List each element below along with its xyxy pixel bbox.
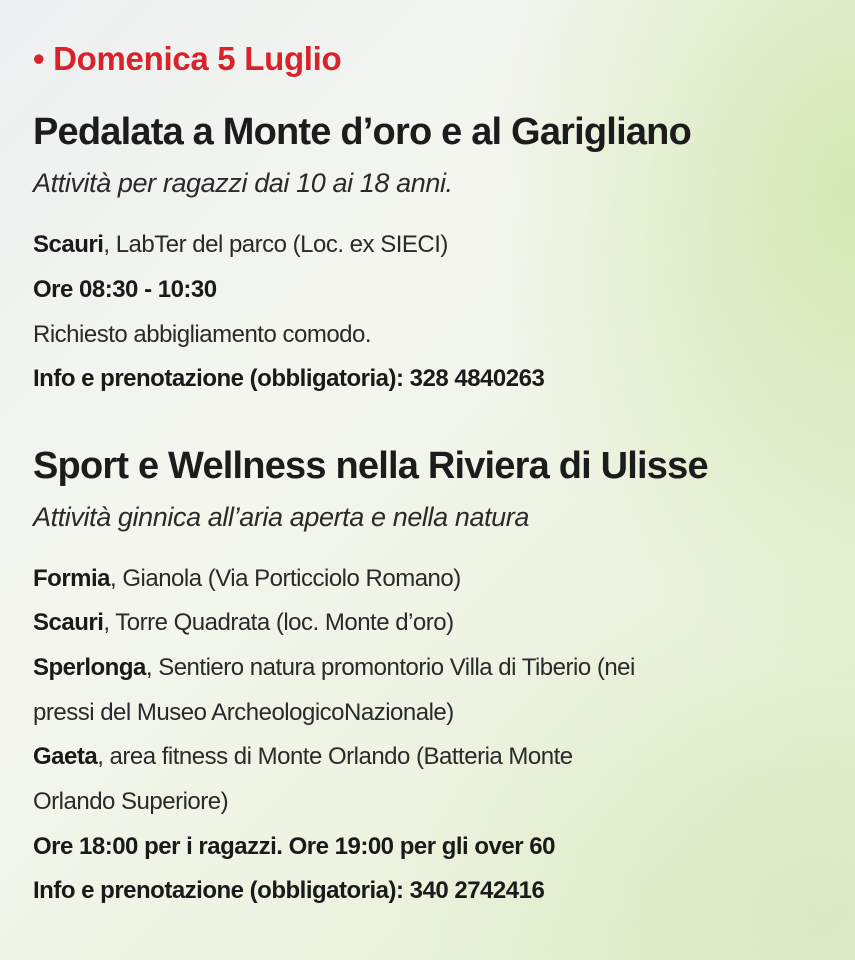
event-2-subtitle: Attività ginnica all’aria aperta e nella natura <box>33 502 530 532</box>
event-1-note: Richiesto abbigliamento comodo. <box>33 321 372 348</box>
event-2-location-4 <box>33 745 573 769</box>
location-place: Gaeta <box>33 743 98 770</box>
location-place: Formia <box>33 565 111 592</box>
location-detail: , Torre Quadrata (loc. Monte d’oro) <box>103 609 454 636</box>
event-2-time: Ore 18:00 per i ragazzi. Ore 19:00 per gli over 60 <box>33 833 555 860</box>
location-detail: , Gianola (Via Porticciolo Romano) <box>110 565 461 592</box>
event-2-title: Sport e Wellness nella Riviera di Ulisse <box>33 445 708 487</box>
location-detail: , LabTer del parco (Loc. ex SIECI) <box>103 231 448 258</box>
event-1-subtitle: Attività per ragazzi dai 10 ai 18 anni. <box>33 168 453 198</box>
location-place: Scauri <box>33 231 104 258</box>
event-1-location-1 <box>33 233 448 257</box>
event-2-location-4-continued: Orlando Superiore) <box>33 788 229 815</box>
event-2-location-3-continued: pressi del Museo ArcheologicoNazionale) <box>33 699 454 726</box>
location-detail: , Sentiero natura promontorio Villa di Tiberio (nei <box>145 654 635 681</box>
location-detail: , area fitness di Monte Orlando (Batteria Monte <box>97 743 573 770</box>
location-place: Scauri <box>33 609 104 636</box>
event-1-title: Pedalata a Monte d’oro e al Garigliano <box>33 111 691 153</box>
event-1-info: Info e prenotazione (obbligatoria): 328 4840263 <box>33 365 545 392</box>
event-2-location-2 <box>33 611 454 635</box>
event-2-location-1 <box>33 567 461 591</box>
event-2-info: Info e prenotazione (obbligatoria): 340 2742416 <box>33 877 545 904</box>
event-1-time: Ore 08:30 - 10:30 <box>33 276 217 303</box>
location-place: Sperlonga <box>33 654 146 681</box>
event-2-location-3 <box>33 656 635 680</box>
date-heading: • Domenica 5 Luglio <box>33 40 342 77</box>
